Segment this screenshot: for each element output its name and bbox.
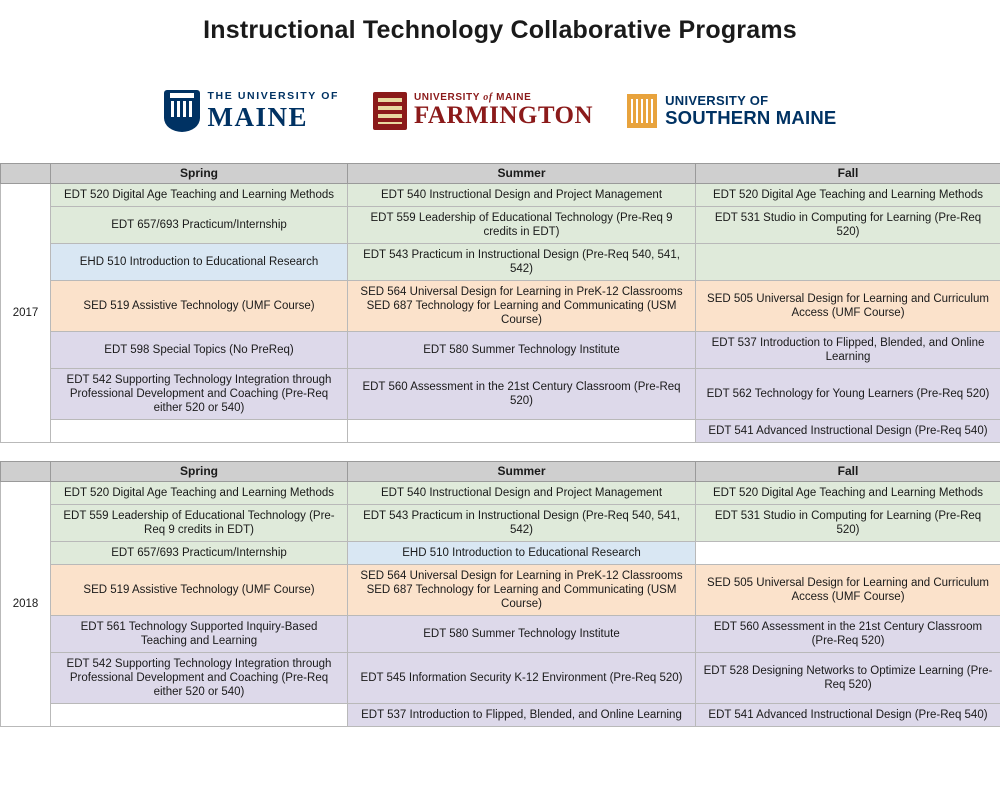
table-row: [1, 244, 1000, 281]
course-cell-summer: EDT 545 Information Security K-12 Environment (Pre-Req 520): [348, 653, 696, 704]
schedule-table-2018: [0, 461, 1000, 727]
column-header-fall: Fall: [696, 164, 1000, 184]
course-cell-spring: EDT 520 Digital Age Teaching and Learning Methods: [51, 184, 348, 207]
table-row: [1, 207, 1000, 244]
course-cell-fall: EDT 560 Assessment in the 21st Century Classroom (Pre-Req 520): [696, 616, 1000, 653]
course-cell-summer: EDT 580 Summer Technology Institute: [348, 616, 696, 653]
column-header-summer: Summer: [348, 462, 696, 482]
table-row: [1, 704, 1000, 727]
course-cell-spring: EDT 657/693 Practicum/Internship: [51, 542, 348, 565]
table-row: [1, 616, 1000, 653]
umf-logo-big-text: FARMINGTON: [413, 102, 594, 130]
schedule-table-2017: [0, 163, 1000, 443]
course-cell-summer: [348, 420, 696, 443]
course-cell-spring: EDT 598 Special Topics (No PreReq): [51, 332, 348, 369]
university-of-maine-logo: [164, 90, 339, 132]
table-row: [1, 184, 1000, 207]
table-row: [1, 565, 1000, 616]
course-cell-fall: SED 505 Universal Design for Learning and Curriculum Access (UMF Course): [696, 281, 1000, 332]
course-cell-summer: EDT 580 Summer Technology Institute: [348, 332, 696, 369]
umf-banner-icon: [373, 92, 407, 130]
table-row: [1, 505, 1000, 542]
course-cell-spring: EDT 520 Digital Age Teaching and Learning Methods: [51, 482, 348, 505]
course-cell-summer: EDT 543 Practicum in Instructional Design (Pre-Req 540, 541, 542): [348, 505, 696, 542]
usm-torch-icon: [627, 94, 657, 128]
usm-logo-small-text: UNIVERSITY OF: [665, 92, 769, 108]
table-row: [1, 542, 1000, 565]
year-header: [1, 462, 51, 482]
course-cell-spring: EHD 510 Introduction to Educational Research: [51, 244, 348, 281]
course-cell-fall: EDT 528 Designing Networks to Optimize Learning (Pre-Req 520): [696, 653, 1000, 704]
course-cell-summer: EDT 543 Practicum in Instructional Design (Pre-Req 540, 541, 542): [348, 244, 696, 281]
course-cell-summer: EDT 540 Instructional Design and Project Management: [348, 184, 696, 207]
course-cell-summer: EDT 559 Leadership of Educational Technology (Pre-Req 9 credits in EDT): [348, 207, 696, 244]
usm-logo-big-text: SOUTHERN MAINE: [665, 106, 837, 128]
umf-small-of: of: [483, 91, 493, 103]
table-row: [1, 369, 1000, 420]
table-row: [1, 653, 1000, 704]
course-cell-fall: [696, 542, 1000, 565]
umaine-shield-icon: [164, 90, 200, 132]
column-header-spring: Spring: [51, 462, 348, 482]
course-cell-spring: EDT 657/693 Practicum/Internship: [51, 207, 348, 244]
university-of-maine-farmington-logo: [373, 92, 593, 130]
table-row: [1, 281, 1000, 332]
course-cell-fall: EDT 520 Digital Age Teaching and Learning Methods: [696, 184, 1000, 207]
column-header-summer: Summer: [348, 164, 696, 184]
course-cell-summer: EDT 537 Introduction to Flipped, Blended, and Online Learning: [348, 704, 696, 727]
course-cell-fall: [696, 244, 1000, 281]
logo-row: [0, 81, 1000, 141]
course-cell-spring: SED 519 Assistive Technology (UMF Course): [51, 281, 348, 332]
course-cell-fall: EDT 520 Digital Age Teaching and Learning Methods: [696, 482, 1000, 505]
column-header-fall: Fall: [696, 462, 1000, 482]
course-cell-spring: EDT 561 Technology Supported Inquiry-Based Teaching and Learning: [51, 616, 348, 653]
course-cell-summer: SED 564 Universal Design for Learning in PreK-12 Classrooms SED 687 Technology for Learning and Communicating (USM Course): [348, 281, 696, 332]
umaine-logo-small-text: THE UNIVERSITY OF: [207, 90, 339, 103]
year-label: 2018: [1, 482, 51, 727]
course-cell-summer: EHD 510 Introduction to Educational Research: [348, 542, 696, 565]
table-header-row: [1, 164, 1000, 184]
table-row: [1, 332, 1000, 369]
year-label: 2017: [1, 184, 51, 443]
year-header: [1, 164, 51, 184]
course-cell-fall: EDT 537 Introduction to Flipped, Blended, and Online Learning: [696, 332, 1000, 369]
course-cell-summer: EDT 560 Assessment in the 21st Century Classroom (Pre-Req 520): [348, 369, 696, 420]
column-header-spring: Spring: [51, 164, 348, 184]
course-cell-spring: EDT 542 Supporting Technology Integration through Professional Development and Coaching (Pre-Req either 520 or 540): [51, 369, 348, 420]
course-cell-fall: SED 505 Universal Design for Learning and Curriculum Access (UMF Course): [696, 565, 1000, 616]
course-cell-fall: EDT 531 Studio in Computing for Learning (Pre-Req 520): [696, 505, 1000, 542]
umf-small-pre: UNIVERSITY: [413, 91, 480, 103]
course-cell-spring: [51, 420, 348, 443]
table-header-row: [1, 462, 1000, 482]
course-cell-fall: EDT 541 Advanced Instructional Design (Pre-Req 540): [696, 420, 1000, 443]
university-of-southern-maine-logo: [627, 94, 836, 129]
course-cell-spring: EDT 559 Leadership of Educational Technology (Pre-Req 9 credits in EDT): [51, 505, 348, 542]
umf-small-post: MAINE: [496, 91, 532, 103]
course-cell-spring: [51, 704, 348, 727]
course-cell-fall: EDT 541 Advanced Instructional Design (Pre-Req 540): [696, 704, 1000, 727]
schedule-table-2017-wrap: [0, 163, 1000, 443]
page-title: Instructional Technology Collaborative Programs: [203, 16, 797, 44]
course-cell-summer: SED 564 Universal Design for Learning in PreK-12 Classrooms SED 687 Technology for Learning and Communicating (USM Course): [348, 565, 696, 616]
course-cell-summer: EDT 540 Instructional Design and Project Management: [348, 482, 696, 505]
umaine-logo-big-text: MAINE: [207, 101, 309, 132]
table-row: [1, 420, 1000, 443]
course-cell-fall: EDT 531 Studio in Computing for Learning (Pre-Req 520): [696, 207, 1000, 244]
course-cell-fall: EDT 562 Technology for Young Learners (Pre-Req 520): [696, 369, 1000, 420]
course-cell-spring: SED 519 Assistive Technology (UMF Course): [51, 565, 348, 616]
course-cell-spring: EDT 542 Supporting Technology Integration through Professional Development and Coaching (Pre-Req either 520 or 540): [51, 653, 348, 704]
schedule-table-2018-wrap: [0, 461, 1000, 727]
table-row: [1, 482, 1000, 505]
